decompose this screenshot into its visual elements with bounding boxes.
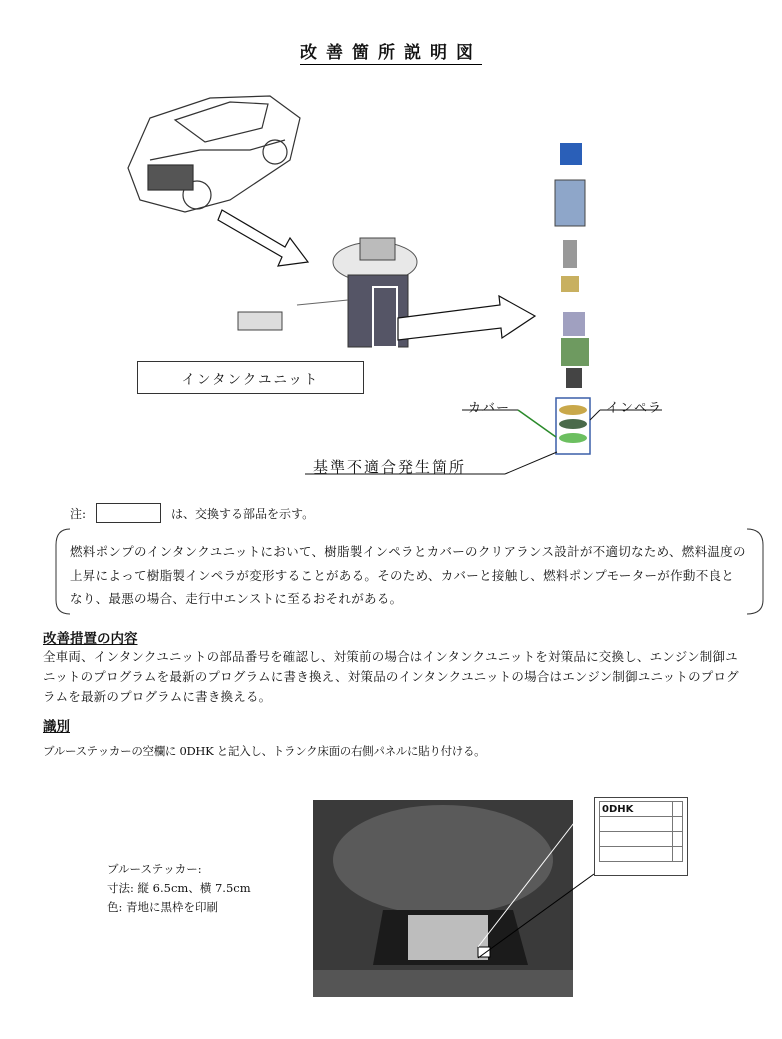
sticker-code: 0DHK [600,802,673,817]
identification-text: ブルーステッカーの空欄に 0DHK と記入し、トランク床面の右側パネルに貼り付ける。 [43,744,486,758]
cover-label: カバー [468,401,511,416]
note-text: は、交換する部品を示す。 [171,506,315,521]
sticker-grid [599,801,683,862]
car-illustration [128,96,300,212]
trunk-photo [313,800,573,997]
sticker-name: ブルーステッカー: [107,862,202,876]
note-prefix: 注: [70,506,87,521]
exploded-pump-illustration [555,143,590,454]
impeller-label: インペラ [606,401,663,416]
defect-description: 燃料ポンプのインタンクユニットにおいて、樹脂製インペラとカバーのクリアランス設計が不適切なため、燃料温度の上昇によって樹脂製インペラが変形することがある。そのため、カバーと接触し、燃料ポンプモーターが作動不良となり、最悪の場合、走行中エンストに至るおそれがある。 [70,544,746,606]
blue-sticker-enlarged [594,797,688,876]
replacement-box-sample [96,503,161,523]
measures-text: 全車両、インタンクユニットの部品番号を確認し、対策前の場合はインタンクユニットを対策品に交換し、エンジン制御ユニットのプログラムを最新のプログラムに書き換え、対策品のインタンクユニットの場合はエンジン制御ユニットのプログラムを最新のプログラムに書き換える。 [43,649,739,704]
identification-heading: 識別 [43,719,70,735]
sticker-color: 色: 青地に黒枠を印刷 [107,900,219,914]
measures-heading: 改善措置の内容 [43,631,138,647]
in-tank-unit-illustration [238,238,417,347]
nonconformity-location-label: 基準不適合発生箇所 [313,458,467,476]
in-tank-unit-label: インタンクユニット [137,361,364,394]
page-title: 改善箇所説明図 [300,43,482,63]
sticker-info [107,860,251,917]
sticker-size: 寸法: 縦 6.5cm、横 7.5cm [107,881,251,895]
arrow-car-to-unit [218,210,308,266]
arrow-unit-to-pump [398,296,535,340]
legend-note [70,503,314,523]
